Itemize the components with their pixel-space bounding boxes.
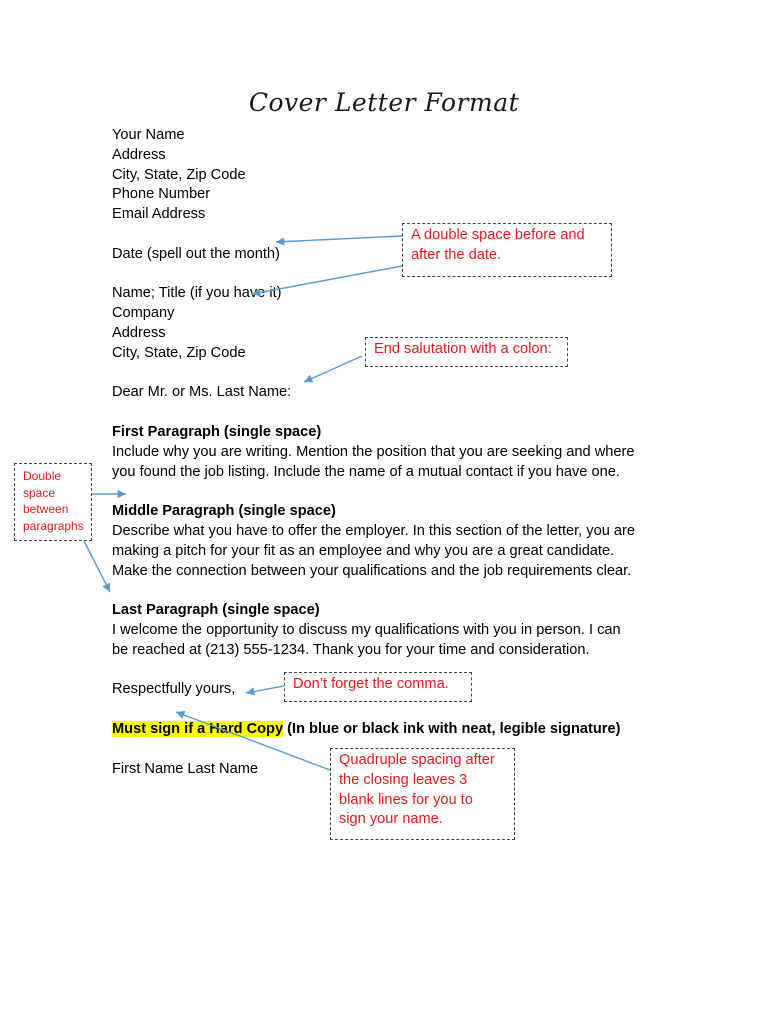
p1-heading: First Paragraph (single space): [112, 423, 322, 440]
note-quadruple-spacing: Quadruple spacing after the closing leaves 3 blank lines for you to sign your name.: [330, 748, 515, 840]
p2-line: Describe what you have to offer the employer. In this section of the letter, you are: [112, 522, 635, 539]
recipient-company: Company: [112, 305, 175, 322]
salutation: Dear Mr. or Ms. Last Name:: [112, 384, 292, 401]
note-double-space-date: A double space before and after the date.: [402, 223, 612, 277]
p2-line: making a pitch for your fit as an employee and why you are a great candidate.: [112, 542, 615, 559]
signature-name: First Name Last Name: [112, 760, 258, 777]
note-salutation-colon: End salutation with a colon:: [365, 337, 568, 367]
p2-line: Make the connection between your qualifications and the job requirements clear.: [112, 562, 632, 579]
p2-heading: Middle Paragraph (single space): [112, 503, 336, 520]
sender-phone: Phone Number: [112, 186, 211, 203]
p1-line: Include why you are writing. Mention the position that you are seeking and where: [112, 443, 635, 460]
page-title: Cover Letter Format: [248, 88, 520, 117]
sender-address: Address: [112, 146, 166, 163]
sender-email: Email Address: [112, 206, 206, 223]
p3-line: be reached at (213) 555-1234. Thank you for your time and consideration.: [112, 641, 590, 658]
recipient-city: City, State, Zip Code: [112, 344, 246, 361]
p1-line: you found the job listing. Include the name of a mutual contact if you have one.: [112, 463, 620, 480]
closing: Respectfully yours,: [112, 681, 236, 698]
sign-instruction: [112, 720, 672, 740]
recipient-address: Address: [112, 324, 166, 341]
sign-highlight: Must sign if a Hard Copy: [112, 720, 284, 737]
p3-heading: Last Paragraph (single space): [112, 602, 320, 619]
recipient-name: Name; Title (if you have it): [112, 285, 282, 302]
sender-city: City, State, Zip Code: [112, 166, 246, 183]
note-double-space-paragraphs: Double space between paragraphs: [14, 463, 92, 541]
arrow-to-last-paragraph: [84, 541, 110, 592]
sender-name: Your Name: [112, 127, 185, 143]
sign-rest: (In blue or black ink with neat, legible signature): [283, 720, 621, 737]
p3-line: I welcome the opportunity to discuss my qualifications with you in person. I can: [112, 621, 621, 638]
date-line: Date (spell out the month): [112, 245, 280, 262]
note-comma: Don’t forget the comma.: [284, 672, 472, 702]
